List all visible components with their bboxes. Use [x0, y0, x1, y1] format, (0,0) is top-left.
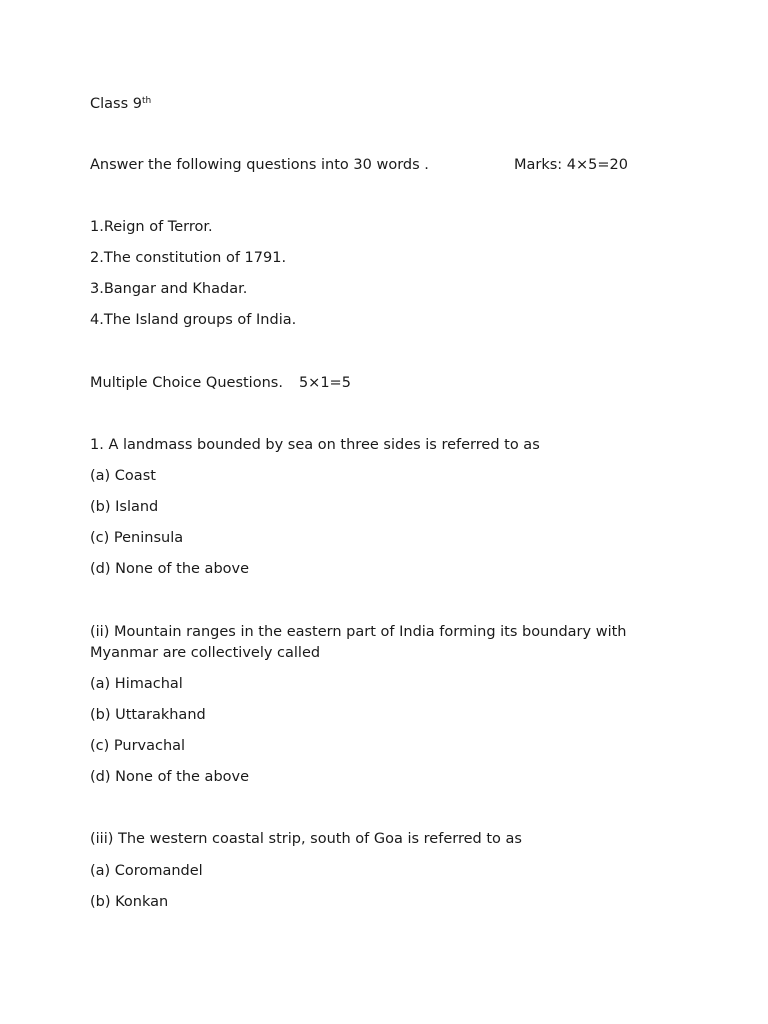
- section1-instruction: Answer the following questions into 30 words .: [90, 157, 429, 173]
- mcq-1-option-a: (a) Coast: [90, 468, 156, 484]
- mcq-question-3: (iii) The western coastal strip, south of Goa is referred to as: [90, 831, 522, 847]
- mcq-2-option-c: (c) Purvachal: [90, 738, 186, 754]
- mcq-marks: 5×1=5: [298, 375, 351, 391]
- mcq-title: Multiple Choice Questions.: [90, 375, 283, 391]
- mcq-question-1: 1. A landmass bounded by sea on three sides is referred to as: [90, 437, 540, 453]
- class-suffix: th: [141, 96, 152, 106]
- mcq-1-option-c: (c) Peninsula: [90, 530, 184, 546]
- mcq-3-option-b: (b) Konkan: [90, 894, 169, 910]
- mcq-3-option-a: (a) Coromandel: [90, 863, 203, 879]
- mcq-2-option-d: (d) None of the above: [90, 769, 250, 785]
- short-question-2: 2.The constitution of 1791.: [90, 250, 287, 266]
- mcq-2-option-b: (b) Uttarakhand: [90, 707, 206, 723]
- short-question-4: 4.The Island groups of India.: [90, 312, 297, 328]
- mcq-heading: [90, 373, 351, 394]
- short-question-1: 1.Reign of Terror.: [90, 219, 213, 235]
- class-label: Class 9: [90, 96, 142, 112]
- mcq-1-option-d: (d) None of the above: [90, 561, 250, 577]
- mcq-2-option-a: (a) Himachal: [90, 676, 183, 692]
- section1-marks: Marks: 4×5=20: [514, 157, 629, 173]
- mcq-question-2: (ii) Mountain ranges in the eastern part of India forming its boundary with Myanmar are collectively called: [90, 624, 627, 661]
- short-question-3: 3.Bangar and Khadar.: [90, 281, 248, 297]
- class-heading: [90, 91, 151, 115]
- mcq-1-option-b: (b) Island: [90, 499, 159, 515]
